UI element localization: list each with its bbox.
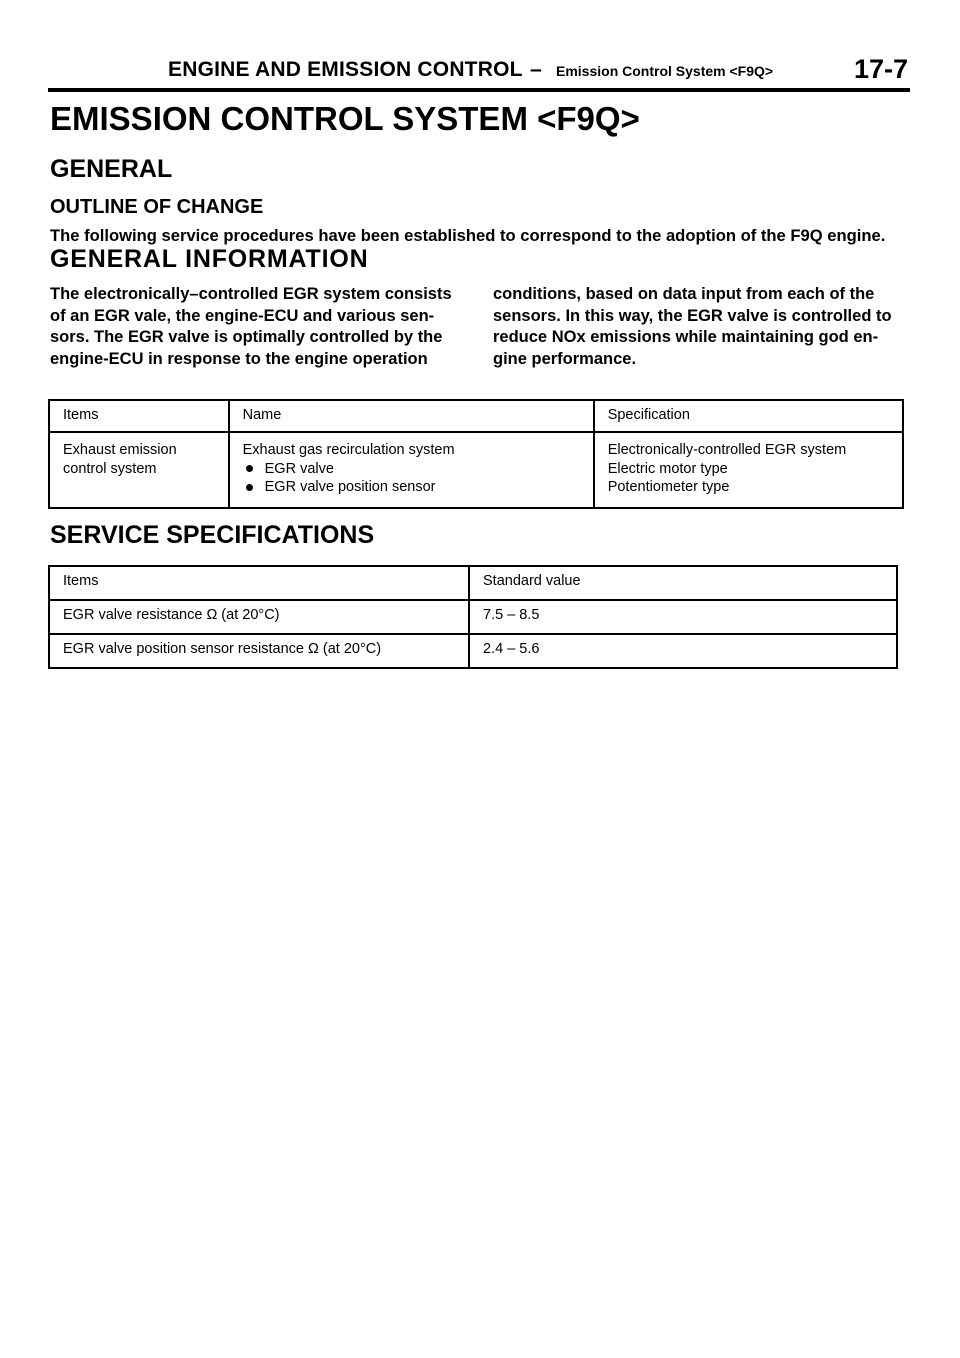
header-cell-name: Name [229,400,594,432]
spec-line: Potentiometer type [607,479,730,495]
name-main: Exhaust gas recirculation system [242,442,455,458]
table-row [49,600,897,634]
service-specifications-table [48,565,898,669]
running-head-section: ENGINE AND EMISSION CONTROL [168,58,523,81]
page-number: 17-7 [853,54,908,84]
header-cell-items: Items [49,566,469,600]
text-line: engine-ECU in response to the engine operation [50,349,428,368]
item-line: Exhaust emission [63,442,177,458]
service-specifications-heading: SERVICE SPECIFICATIONS [50,521,375,549]
running-head [168,54,910,86]
general-information-heading: GENERAL INFORMATION [50,245,369,273]
item-cell: EGR valve position sensor resistance Ω (at 20°C) [49,634,469,668]
general-info-left-column [50,284,460,370]
header-cell-specification: Specification [594,400,903,432]
text-line: sensors. In this way, the EGR valve is controlled to [493,306,892,325]
bullet-icon [246,465,253,472]
header-cell-items: Items [49,400,229,432]
item-line: control system [63,460,157,477]
header-rule [48,88,910,92]
value-cell: 7.5 – 8.5 [469,600,897,634]
name-bullet-item [243,460,593,479]
spec-line: Electric motor type [607,460,728,477]
page-title: EMISSION CONTROL SYSTEM <F9Q> [50,100,640,137]
text-line: of an EGR vale, the engine-ECU and various sen- [50,306,435,325]
general-info-table [48,399,904,509]
table-header-row [49,400,903,432]
item-cell: EGR valve resistance Ω (at 20°C) [49,600,469,634]
text-line: gine performance. [493,349,637,368]
name-bullet-item [243,478,593,497]
spec-line: Electronically-controlled EGR system [607,442,847,458]
running-head-subsection: Emission Control System <F9Q> [556,63,774,79]
outline-heading: OUTLINE OF CHANGE [50,196,264,218]
value-cell: 2.4 – 5.6 [469,634,897,668]
header-cell-standard-value: Standard value [469,566,897,600]
bullet-text: EGR valve [264,460,334,477]
table-header-row [49,566,897,600]
spec-cell [594,432,903,508]
name-cell [229,432,594,508]
text-line: conditions, based on data input from each of the [493,285,875,303]
item-cell [49,432,229,508]
bullet-text: EGR valve position sensor [264,479,436,495]
table-row [49,634,897,668]
general-heading: GENERAL [50,155,173,183]
outline-text: The following service procedures have been established to correspond to the adoption of the F9Q engine. [50,226,886,245]
text-line: sors. The EGR valve is optimally controlled by the [50,328,443,346]
text-line: The electronically–controlled EGR system consists [50,285,452,303]
text-line: reduce NOx emissions while maintaining god en- [493,328,879,346]
general-info-right-column [493,284,905,370]
running-head-dash: – [530,58,542,81]
bullet-icon [246,484,253,491]
table-row [49,432,903,508]
